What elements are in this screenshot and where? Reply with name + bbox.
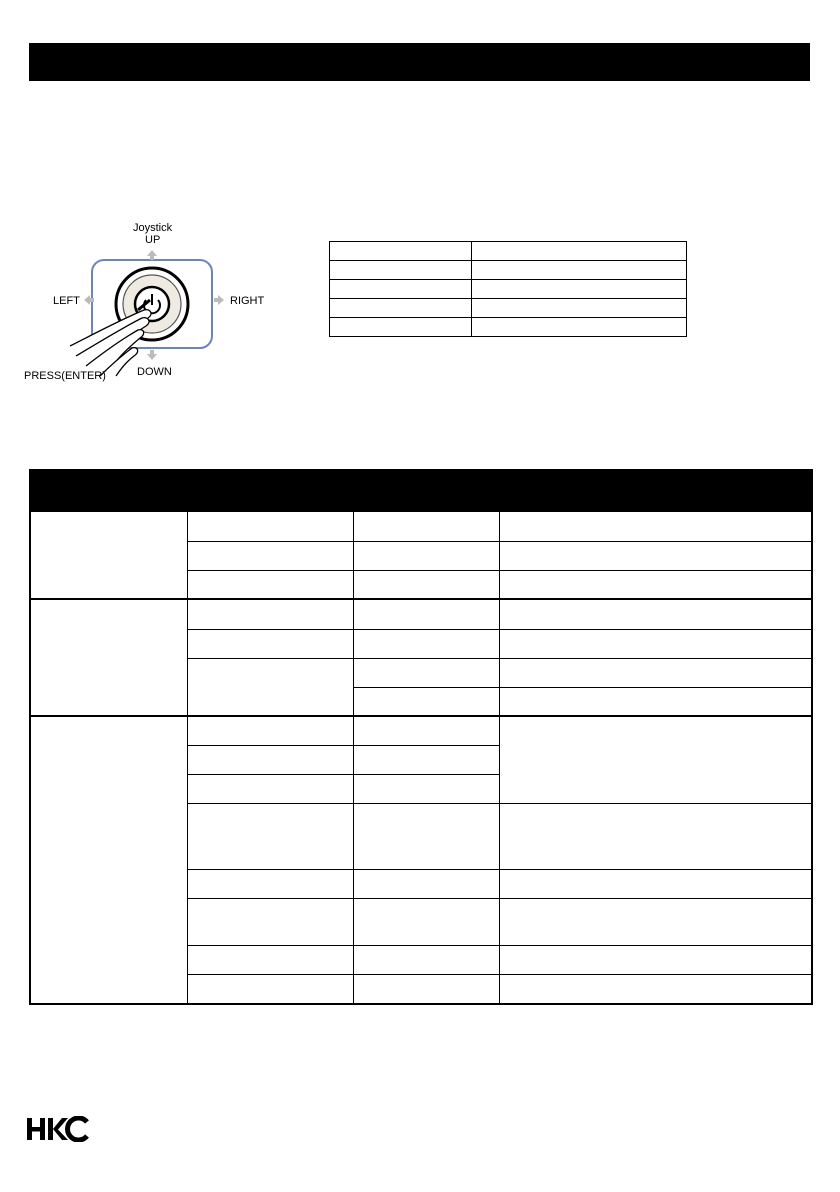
table-cell (499, 869, 812, 898)
table-header-cell (187, 470, 353, 511)
table-cell (353, 974, 499, 1004)
table-cell (499, 511, 812, 541)
table-cell (499, 541, 812, 570)
table-cell (499, 629, 812, 658)
table-row (330, 261, 687, 280)
osd-menu-table (29, 469, 813, 1005)
table-cell (187, 945, 353, 974)
table-cell (187, 599, 353, 629)
table-cell (30, 599, 187, 716)
table-header-cell (499, 470, 812, 511)
table-row (30, 511, 812, 541)
table-header-row (30, 470, 812, 511)
arrow-down-icon (147, 350, 157, 360)
table-cell (187, 629, 353, 658)
table-header-cell (353, 470, 499, 511)
table-cell (187, 803, 353, 869)
table-cell (187, 898, 353, 945)
table-cell (353, 629, 499, 658)
table-cell (499, 658, 812, 687)
table-cell (499, 974, 812, 1004)
label-left: LEFT (53, 295, 80, 307)
table-cell (499, 803, 812, 869)
table-cell (353, 541, 499, 570)
table-cell (472, 261, 687, 280)
table-cell (330, 261, 472, 280)
table-cell (499, 945, 812, 974)
table-cell (499, 716, 812, 803)
table-cell (330, 242, 472, 261)
label-down: DOWN (137, 366, 172, 378)
table-cell (330, 318, 472, 337)
joystick-diagram (20, 218, 280, 383)
arrow-right-icon (214, 295, 224, 305)
table-cell (30, 716, 187, 1004)
table-cell (187, 511, 353, 541)
table-cell (353, 658, 499, 687)
table-cell (353, 511, 499, 541)
table-cell (187, 745, 353, 774)
label-press-enter: PRESS(ENTER) (24, 370, 106, 382)
table-cell (472, 280, 687, 299)
hkc-logo (27, 1116, 89, 1142)
table-cell (330, 280, 472, 299)
table-cell (187, 716, 353, 745)
table-cell (499, 599, 812, 629)
table-row (330, 242, 687, 261)
table-cell (353, 599, 499, 629)
table-cell (353, 898, 499, 945)
table-row (330, 280, 687, 299)
table-cell (353, 945, 499, 974)
table-row (30, 716, 812, 745)
table-cell (353, 687, 499, 716)
table-row (30, 599, 812, 629)
table-cell (472, 242, 687, 261)
table-cell (187, 658, 353, 716)
table-cell (187, 869, 353, 898)
table-cell (472, 318, 687, 337)
table-cell (499, 898, 812, 945)
table-cell (353, 570, 499, 599)
table-cell (472, 299, 687, 318)
label-right: RIGHT (230, 295, 265, 307)
table-header-cell (30, 470, 187, 511)
table-cell (187, 974, 353, 1004)
table-row (330, 318, 687, 337)
table-cell (353, 803, 499, 869)
table-row (330, 299, 687, 318)
table-cell (30, 511, 187, 599)
table-cell (353, 745, 499, 774)
arrow-up-icon (147, 250, 157, 260)
label-joystick: Joystick (133, 222, 173, 234)
label-up: UP (145, 234, 161, 246)
table-cell (353, 774, 499, 803)
table-cell (330, 299, 472, 318)
table-cell (187, 774, 353, 803)
table-cell (353, 869, 499, 898)
table-cell (187, 570, 353, 599)
table-cell (499, 687, 812, 716)
section-title-bar (29, 43, 810, 81)
table-cell (187, 541, 353, 570)
table-cell (353, 716, 499, 745)
table-cell (499, 570, 812, 599)
key-function-table (329, 241, 687, 337)
